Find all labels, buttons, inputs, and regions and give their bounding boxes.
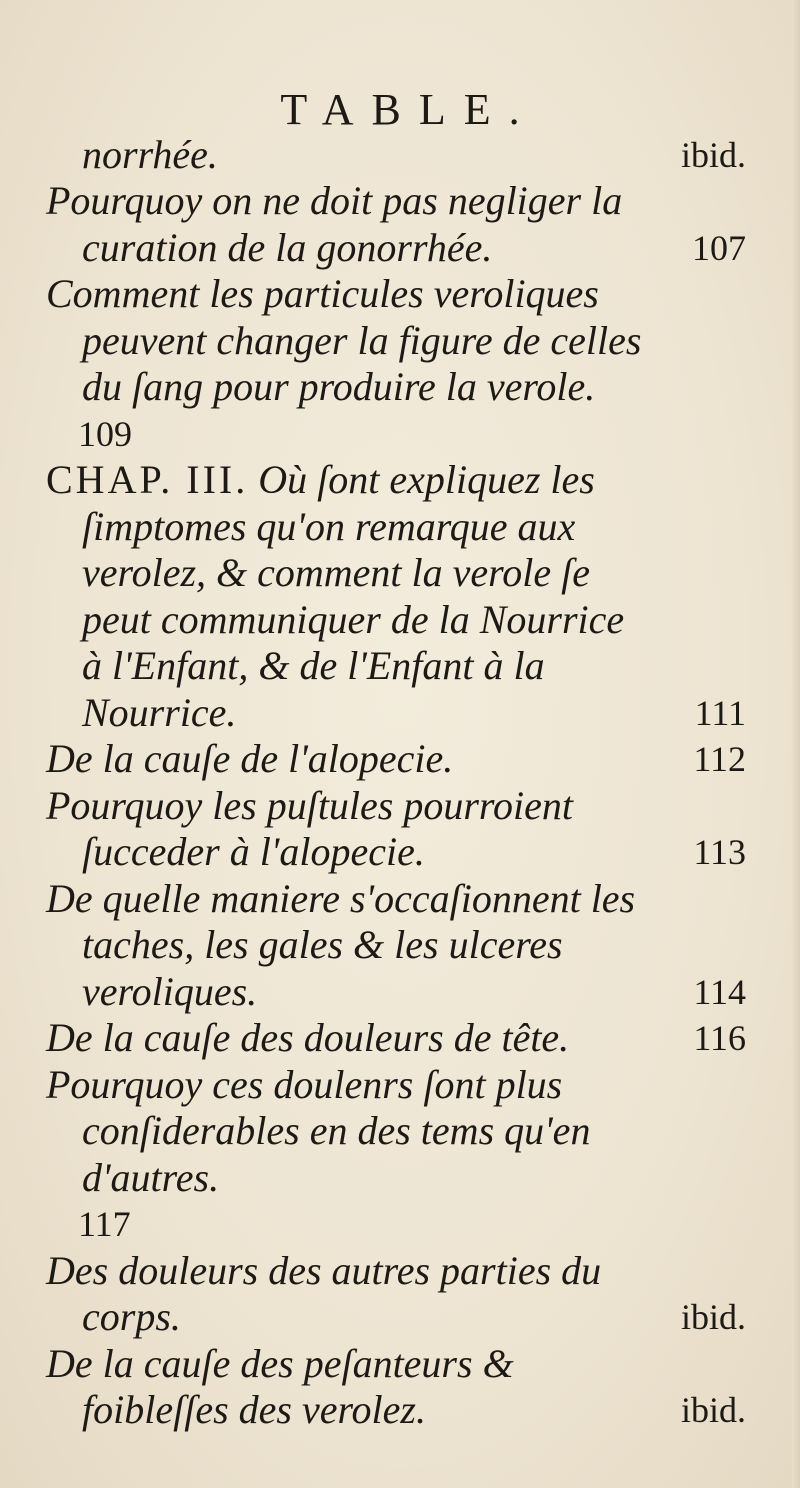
toc-entry — [46, 1340, 746, 1434]
toc-entry — [46, 782, 746, 876]
entry-text: De la cauſe des peſanteurs & foibleſſes des verolez. — [46, 1340, 514, 1432]
page-number: ibid. — [680, 1297, 746, 1337]
page-number: ibid. — [680, 1390, 746, 1430]
page-number: 114 — [693, 971, 746, 1012]
page-number: 107 — [692, 227, 746, 268]
toc-entry — [46, 1062, 646, 1248]
entry-text: De la cauſe de l'alopecie. — [46, 736, 454, 781]
table-of-contents — [46, 132, 746, 1434]
page-number: 109 — [78, 413, 132, 454]
running-head: TABLE. — [280, 85, 538, 134]
toc-chapter-entry — [46, 457, 746, 736]
page-edge — [792, 0, 800, 1488]
entry-text: De quelle maniere s'occaſionnent les taches, les gales & les ulceres veroliques. — [46, 875, 636, 1014]
page-number: 112 — [693, 739, 746, 779]
entry-text: Comment les particules veroliques peuvent changer la figure de celles du ſang pour produire la verole. — [46, 271, 642, 409]
toc-entry — [46, 1015, 746, 1062]
toc-entry — [46, 875, 746, 1016]
entry-text: Des douleurs des autres parties du corps. — [46, 1247, 602, 1339]
page-number: 117 — [78, 1204, 131, 1244]
chapter-label: CHAP. III. — [46, 457, 249, 502]
entry-text: Pourquoy les puſtules pourroient ſucceder à l'alopecie. — [46, 782, 573, 874]
page-number: ibid. — [680, 134, 746, 175]
page-number: 111 — [694, 692, 746, 733]
entry-text: De la cauſe des douleurs de tête. — [46, 1015, 570, 1060]
toc-entry — [46, 178, 746, 271]
toc-entry — [46, 271, 646, 457]
entry-text: Où ſont expliquez les ſimptomes qu'on remarque aux verolez, & comment la verole ſe peut communiquer de la Nourrice à l'Enfant, & de l'Enfant à la Nourrice. — [82, 457, 625, 735]
entry-text: norrhée. — [82, 132, 218, 177]
toc-entry — [46, 736, 746, 783]
page-number: 113 — [693, 832, 746, 872]
toc-entry — [46, 132, 746, 178]
page-number: 116 — [693, 1018, 746, 1058]
entry-text: Pourquoy ces doulenrs ſont plus conſiderables en des tems qu'en d'autres. — [46, 1061, 591, 1200]
toc-entry — [46, 1247, 746, 1341]
entry-text: Pourquoy on ne doit pas negliger la curation de la gonorrhée. — [46, 178, 623, 270]
